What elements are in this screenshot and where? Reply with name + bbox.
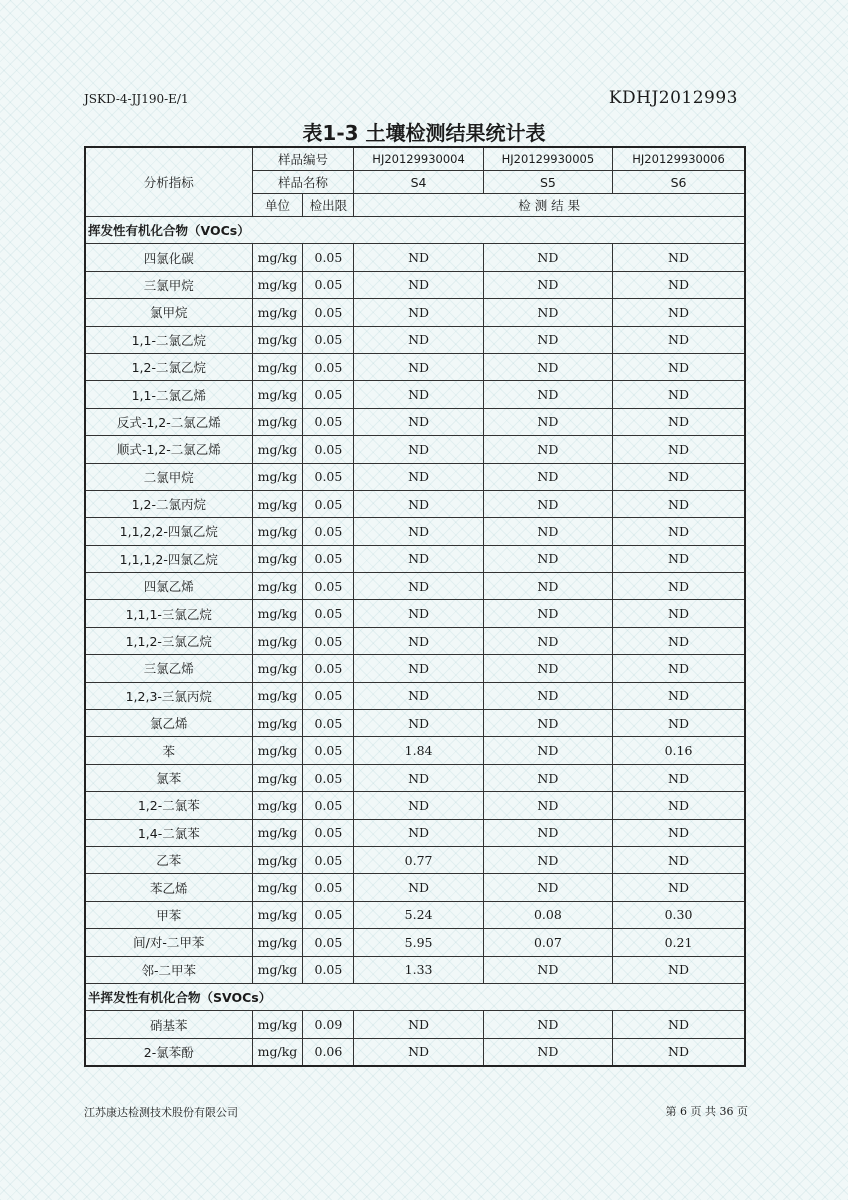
sample-id-label: 样品编号 [252,147,354,171]
unit-cell: mg/kg [252,545,303,572]
table-row [85,682,745,709]
result-cell: ND [613,1011,745,1038]
section-row [85,983,745,1010]
table-row [85,737,745,764]
result-cell: ND [354,271,483,298]
detection-limit-cell: 0.05 [303,545,354,572]
unit-cell: mg/kg [252,490,303,517]
result-cell: ND [483,655,612,682]
result-cell: ND [613,463,745,490]
table-row [85,655,745,682]
unit-header: 单位 [252,194,303,217]
result-cell: ND [483,819,612,846]
unit-cell: mg/kg [252,408,303,435]
table-row [85,710,745,737]
detection-limit-cell: 0.05 [303,600,354,627]
result-cell: ND [354,573,483,600]
compound-name: 苯乙烯 [85,874,252,901]
result-cell: ND [483,244,612,271]
table-row [85,1038,745,1066]
result-cell: ND [354,819,483,846]
unit-cell: mg/kg [252,819,303,846]
table-row [85,244,745,271]
unit-cell: mg/kg [252,326,303,353]
compound-name: 1,2-二氯丙烷 [85,490,252,517]
result-cell: 0.16 [613,737,745,764]
table-row [85,956,745,983]
detection-limit-cell: 0.05 [303,682,354,709]
table-row [85,929,745,956]
table-row [85,408,745,435]
result-cell: ND [483,408,612,435]
result-cell: ND [483,1011,612,1038]
table-row [85,381,745,408]
detection-limit-cell: 0.05 [303,408,354,435]
result-cell: ND [613,244,745,271]
result-cell: ND [354,518,483,545]
unit-cell: mg/kg [252,737,303,764]
result-cell: ND [483,436,612,463]
result-cell: ND [483,846,612,873]
result-cell: ND [483,682,612,709]
result-cell: ND [354,244,483,271]
unit-cell: mg/kg [252,956,303,983]
compound-name: 苯 [85,737,252,764]
compound-name: 1,1-二氯乙烯 [85,381,252,408]
detection-limit-cell: 0.05 [303,518,354,545]
detection-limit-cell: 0.05 [303,710,354,737]
unit-cell: mg/kg [252,1011,303,1038]
table-row [85,326,745,353]
result-cell: ND [613,764,745,791]
unit-cell: mg/kg [252,600,303,627]
detection-limit-cell: 0.05 [303,326,354,353]
unit-cell: mg/kg [252,381,303,408]
result-cell: 0.07 [483,929,612,956]
unit-cell: mg/kg [252,573,303,600]
result-cell: ND [483,463,612,490]
result-cell: ND [354,764,483,791]
detection-limit-header: 检出限 [303,194,354,217]
result-cell: 0.77 [354,846,483,873]
result-cell: ND [354,436,483,463]
result-cell: ND [613,436,745,463]
result-cell: ND [613,627,745,654]
result-cell: ND [613,819,745,846]
table-row [85,600,745,627]
result-cell: ND [354,353,483,380]
result-cell: ND [483,737,612,764]
table-row [85,490,745,517]
compound-name: 硝基苯 [85,1011,252,1038]
result-cell: ND [613,846,745,873]
result-cell: ND [483,271,612,298]
result-cell: ND [354,490,483,517]
compound-name: 三氯乙烯 [85,655,252,682]
unit-cell: mg/kg [252,901,303,928]
sample-id-2: HJ20129930005 [483,147,612,171]
result-cell: 0.08 [483,901,612,928]
result-cell: ND [354,326,483,353]
result-cell: ND [354,682,483,709]
result-cell: ND [613,353,745,380]
result-cell: ND [613,655,745,682]
compound-name: 乙苯 [85,846,252,873]
result-cell: ND [613,299,745,326]
detection-limit-cell: 0.05 [303,901,354,928]
result-cell: ND [483,573,612,600]
compound-name: 氯甲烷 [85,299,252,326]
header-row-sample-id [85,147,745,171]
result-cell: ND [354,792,483,819]
unit-cell: mg/kg [252,710,303,737]
unit-cell: mg/kg [252,463,303,490]
result-cell: ND [354,710,483,737]
unit-cell: mg/kg [252,874,303,901]
unit-cell: mg/kg [252,764,303,791]
result-cell: ND [613,682,745,709]
result-cell: ND [613,381,745,408]
table-row [85,764,745,791]
compound-name: 氯苯 [85,764,252,791]
result-cell: 5.24 [354,901,483,928]
result-cell: ND [613,271,745,298]
compound-name: 1,2,3-三氯丙烷 [85,682,252,709]
result-cell: ND [354,1011,483,1038]
detection-limit-cell: 0.05 [303,737,354,764]
compound-name: 邻-二甲苯 [85,956,252,983]
compound-name: 2-氯苯酚 [85,1038,252,1066]
table-row [85,545,745,572]
result-cell: ND [483,627,612,654]
unit-cell: mg/kg [252,792,303,819]
sample-id-3: HJ20129930006 [613,147,745,171]
sample-name-1: S4 [354,171,483,194]
result-cell: ND [354,655,483,682]
page-number: 第 6 页 共 36 页 [665,1105,748,1118]
result-cell: 0.30 [613,901,745,928]
detection-limit-cell: 0.05 [303,573,354,600]
detection-limit-cell: 0.05 [303,353,354,380]
detection-limit-cell: 0.06 [303,1038,354,1066]
results-header: 检 测 结 果 [354,194,745,217]
table-row [85,1011,745,1038]
result-cell: ND [483,1038,612,1066]
result-cell: ND [354,1038,483,1066]
sample-name-3: S6 [613,171,745,194]
table-row [85,353,745,380]
compound-name: 1,1,2-三氯乙烷 [85,627,252,654]
result-cell: ND [354,600,483,627]
detection-limit-cell: 0.05 [303,463,354,490]
table-row [85,271,745,298]
result-cell: ND [613,408,745,435]
result-cell: ND [483,326,612,353]
result-cell: ND [483,545,612,572]
result-cell: ND [483,518,612,545]
result-cell: ND [354,874,483,901]
result-cell: ND [483,299,612,326]
result-cell: ND [483,764,612,791]
result-cell: ND [483,956,612,983]
section-row [85,217,745,244]
compound-name: 三氯甲烷 [85,271,252,298]
result-cell: ND [613,956,745,983]
unit-cell: mg/kg [252,682,303,709]
section-title: 挥发性有机化合物（VOCs） [85,217,745,244]
compound-name: 顺式-1,2-二氯乙烯 [85,436,252,463]
unit-cell: mg/kg [252,244,303,271]
unit-cell: mg/kg [252,846,303,873]
compound-name: 氯乙烯 [85,710,252,737]
result-cell: ND [483,874,612,901]
compound-name: 甲苯 [85,901,252,928]
result-cell: ND [483,490,612,517]
result-cell: ND [354,408,483,435]
result-cell: ND [613,792,745,819]
unit-cell: mg/kg [252,353,303,380]
company-name: 江苏康达检测技术股份有限公司 [84,1106,238,1119]
compound-name: 四氯化碳 [85,244,252,271]
result-cell: ND [613,710,745,737]
detection-limit-cell: 0.05 [303,792,354,819]
table-row [85,874,745,901]
result-cell: ND [613,545,745,572]
unit-cell: mg/kg [252,518,303,545]
result-cell: 5.95 [354,929,483,956]
detection-limit-cell: 0.05 [303,490,354,517]
table-row [85,792,745,819]
document-code: JSKD-4-JJ190-E/1 [84,92,189,106]
table-row [85,436,745,463]
table-row [85,518,745,545]
detection-limit-cell: 0.05 [303,655,354,682]
detection-limit-cell: 0.05 [303,874,354,901]
compound-name: 二氯甲烷 [85,463,252,490]
result-cell: ND [483,600,612,627]
page-title: 表1-3 土壤检测结果统计表 [302,121,546,145]
report-number: KDHJ2012993 [608,88,738,108]
detection-limit-cell: 0.05 [303,271,354,298]
result-cell: ND [613,874,745,901]
detection-limit-cell: 0.05 [303,846,354,873]
detection-limit-cell: 0.05 [303,299,354,326]
result-cell: ND [354,627,483,654]
result-cell: ND [613,1038,745,1066]
result-cell: ND [354,463,483,490]
results-table [84,146,746,1067]
result-cell: 1.84 [354,737,483,764]
compound-name: 间/对-二甲苯 [85,929,252,956]
unit-cell: mg/kg [252,929,303,956]
detection-limit-cell: 0.05 [303,244,354,271]
detection-limit-cell: 0.05 [303,764,354,791]
sample-name-2: S5 [483,171,612,194]
result-cell: ND [354,299,483,326]
result-cell: ND [613,490,745,517]
result-cell: ND [483,381,612,408]
compound-name: 1,4-二氯苯 [85,819,252,846]
table-row [85,463,745,490]
analysis-item-header: 分析指标 [85,147,252,217]
result-cell: ND [613,573,745,600]
compound-name: 1,2-二氯苯 [85,792,252,819]
unit-cell: mg/kg [252,655,303,682]
unit-cell: mg/kg [252,271,303,298]
result-cell: ND [483,353,612,380]
table-row [85,901,745,928]
result-cell: 1.33 [354,956,483,983]
result-cell: ND [613,518,745,545]
unit-cell: mg/kg [252,1038,303,1066]
compound-name: 四氯乙烯 [85,573,252,600]
sample-id-1: HJ20129930004 [354,147,483,171]
unit-cell: mg/kg [252,627,303,654]
compound-name: 1,1,1,2-四氯乙烷 [85,545,252,572]
table-row [85,573,745,600]
compound-name: 反式-1,2-二氯乙烯 [85,408,252,435]
detection-limit-cell: 0.05 [303,956,354,983]
unit-cell: mg/kg [252,436,303,463]
detection-limit-cell: 0.05 [303,929,354,956]
compound-name: 1,1-二氯乙烷 [85,326,252,353]
result-cell: ND [354,381,483,408]
sample-name-label: 样品名称 [252,171,354,194]
result-cell: ND [483,792,612,819]
result-cell: ND [613,600,745,627]
detection-limit-cell: 0.05 [303,819,354,846]
detection-limit-cell: 0.05 [303,436,354,463]
result-cell: ND [483,710,612,737]
table-row [85,819,745,846]
compound-name: 1,1,1-三氯乙烷 [85,600,252,627]
result-cell: 0.21 [613,929,745,956]
result-cell: ND [613,326,745,353]
compound-name: 1,2-二氯乙烷 [85,353,252,380]
detection-limit-cell: 0.05 [303,627,354,654]
compound-name: 1,1,2,2-四氯乙烷 [85,518,252,545]
section-title: 半挥发性有机化合物（SVOCs） [85,983,745,1010]
table-row [85,299,745,326]
unit-cell: mg/kg [252,299,303,326]
result-cell: ND [354,545,483,572]
detection-limit-cell: 0.05 [303,381,354,408]
detection-limit-cell: 0.09 [303,1011,354,1038]
table-row [85,846,745,873]
table-row [85,627,745,654]
